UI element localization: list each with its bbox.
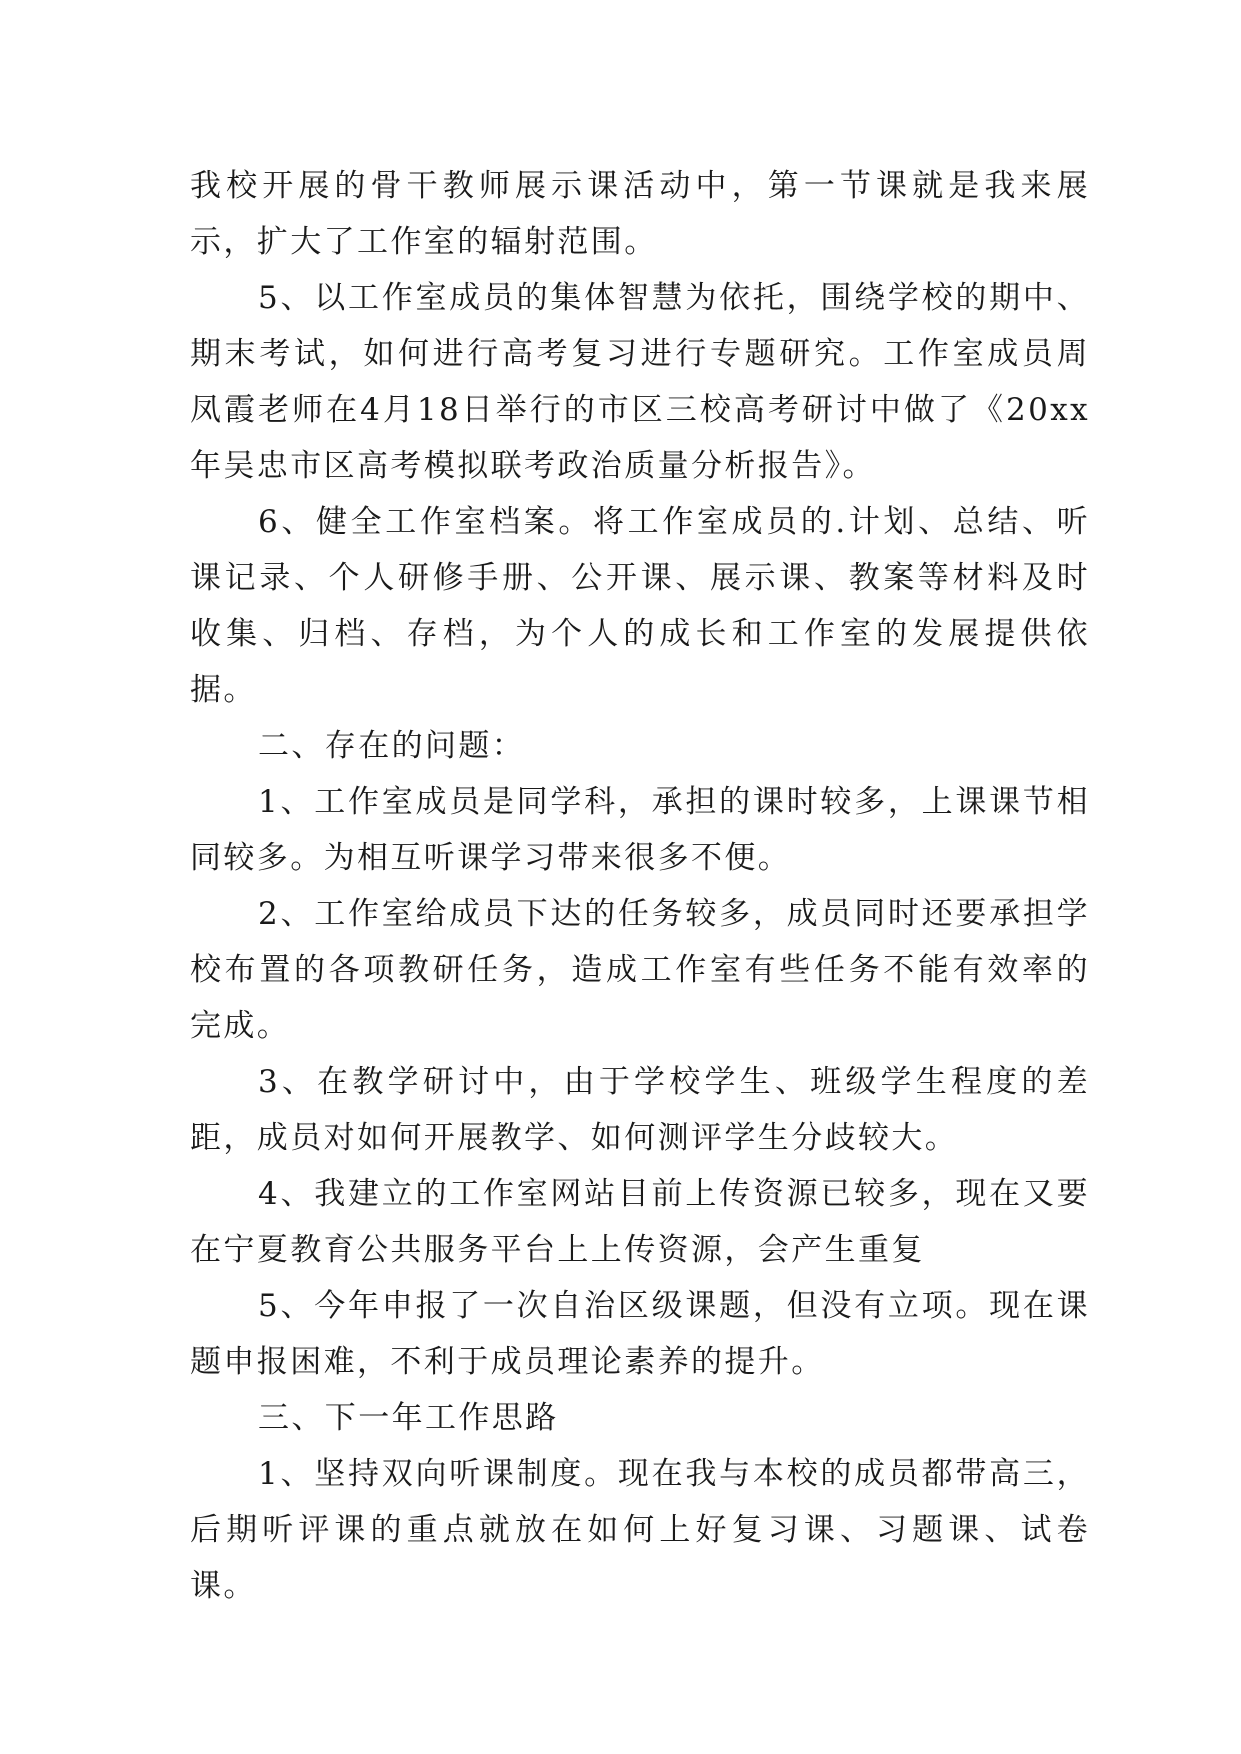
document-body <box>190 158 1090 1614</box>
paragraph-continuation: 我校开展的骨干教师展示课活动中，第一节课就是我来展示，扩大了工作室的辐射范围。 <box>190 168 1090 260</box>
paragraph-item-6: 6、健全工作室档案。将工作室成员的.计划、总结、听课记录、个人研修手册、公开课、展示课、教案等材料及时收集、归档、存档，为个人的成长和工作室的发展提供依据。 <box>190 504 1090 708</box>
problem-item-3: 3、在教学研讨中，由于学校学生、班级学生程度的差距，成员对如何开展教学、如何测评学生分歧较大。 <box>190 1064 1090 1156</box>
plan-item-1: 1、坚持双向听课制度。现在我与本校的成员都带高三，后期听评课的重点就放在如何上好复习课、习题课、试卷课。 <box>190 1456 1090 1604</box>
problem-item-4: 4、我建立的工作室网站目前上传资源已较多，现在又要在宁夏教育公共服务平台上上传资源，会产生重复 <box>190 1176 1090 1268</box>
section-heading-next-year: 三、下一年工作思路 <box>258 1400 559 1436</box>
problem-item-2: 2、工作室给成员下达的任务较多，成员同时还要承担学校布置的各项教研任务，造成工作室有些任务不能有效率的完成。 <box>190 896 1090 1044</box>
section-heading-problems: 二、存在的问题： <box>258 728 526 764</box>
paragraph-item-5: 5、以工作室成员的集体智慧为依托，围绕学校的期中、期末考试，如何进行高考复习进行专题研究。工作室成员周凤霞老师在4月18日举行的市区三校高考研讨中做了《20xx年吴忠市区高考模拟联考政治质量分析报告》。 <box>190 280 1090 484</box>
problem-item-5: 5、今年申报了一次自治区级课题，但没有立项。现在课题申报困难，不利于成员理论素养的提升。 <box>190 1288 1090 1380</box>
problem-item-1: 1、工作室成员是同学科，承担的课时较多，上课课节相同较多。为相互听课学习带来很多不便。 <box>190 784 1090 876</box>
